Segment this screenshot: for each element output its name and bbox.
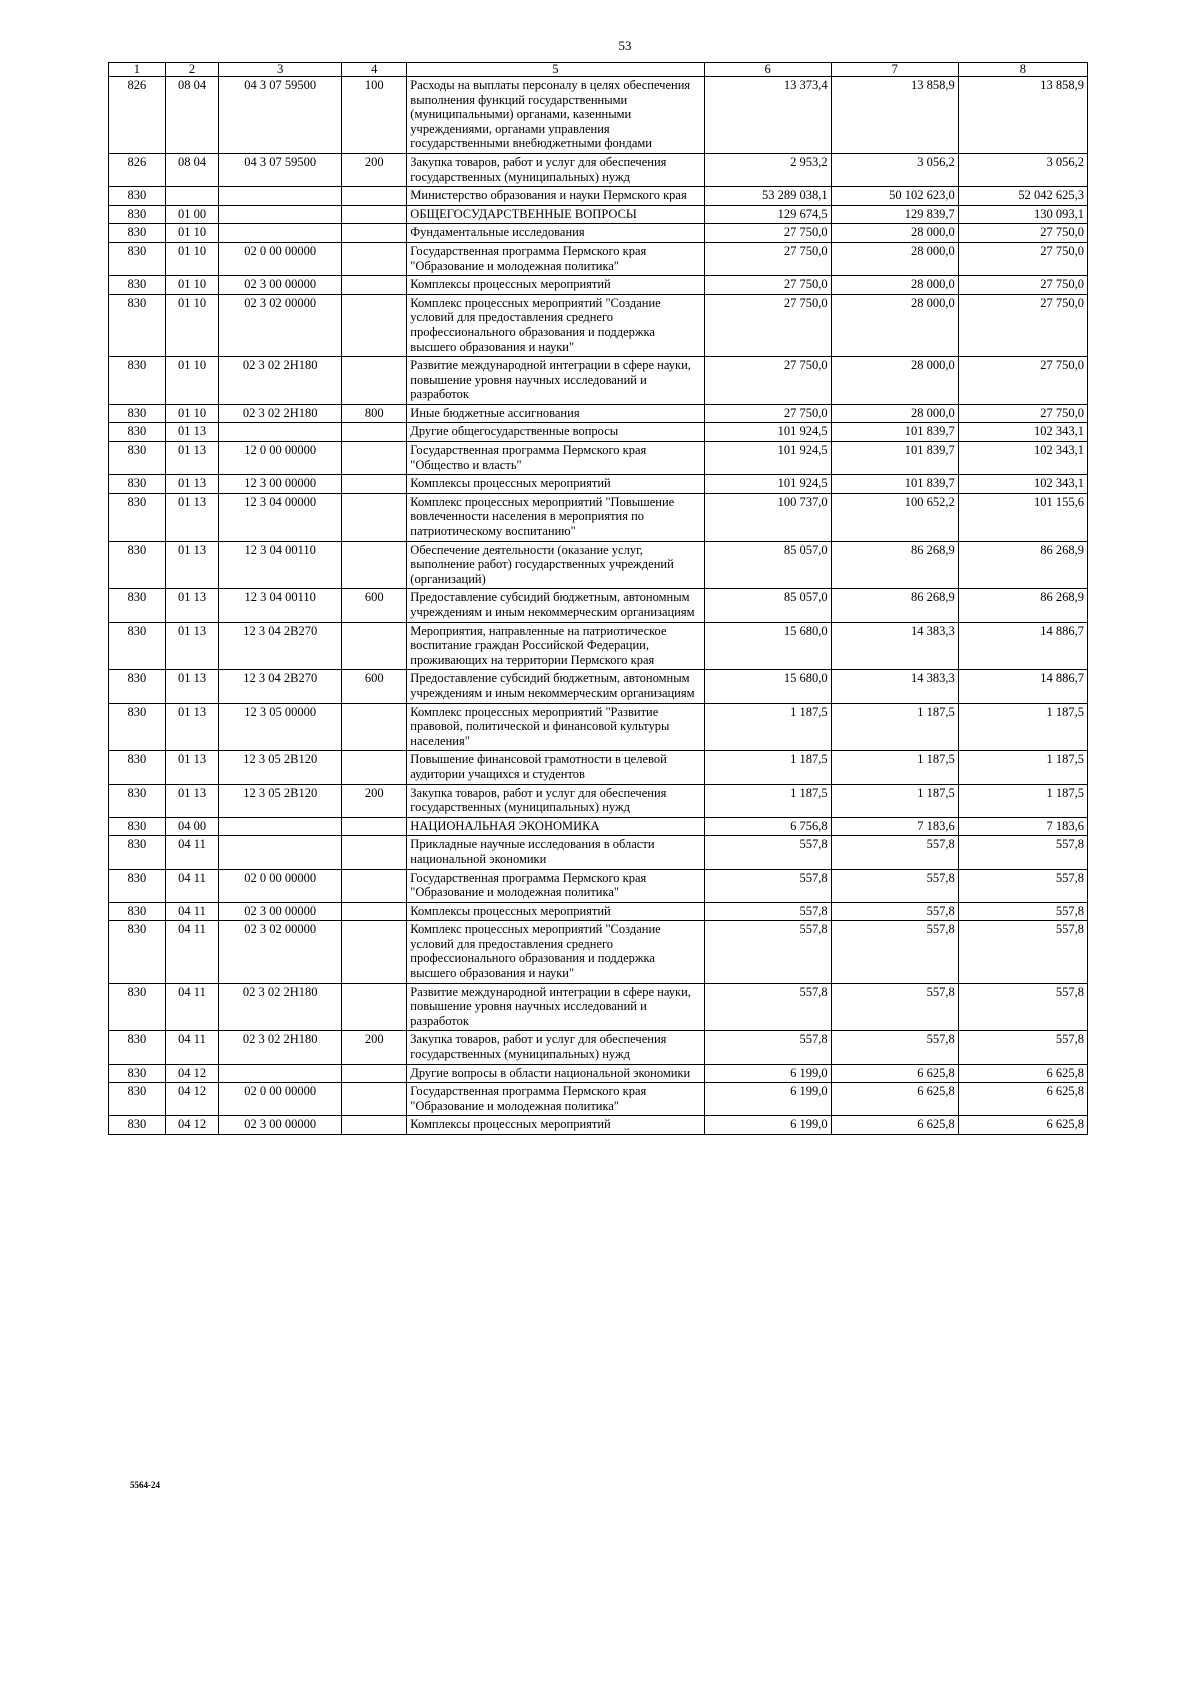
cell-amount-3: 27 750,0	[958, 294, 1087, 356]
cell-target-code: 12 3 00 00000	[219, 475, 342, 494]
cell-target-code	[219, 224, 342, 243]
cell-amount-2: 6 625,8	[831, 1064, 958, 1083]
cell-name: Обеспечение деятельности (оказание услуг, выполнение работ) государственных учреждений (организаций)	[407, 541, 704, 589]
cell-admin-code: 830	[109, 242, 166, 275]
cell-amount-3: 6 625,8	[958, 1064, 1087, 1083]
cell-amount-3: 557,8	[958, 983, 1087, 1031]
cell-amount-1: 557,8	[704, 921, 831, 983]
cell-target-code: 12 3 05 2В120	[219, 751, 342, 784]
cell-section-code: 01 13	[165, 423, 219, 442]
cell-section-code: 01 13	[165, 751, 219, 784]
table-row	[109, 357, 1088, 405]
cell-admin-code: 826	[109, 77, 166, 154]
cell-amount-3: 27 750,0	[958, 276, 1087, 295]
cell-admin-code: 830	[109, 493, 166, 541]
cell-amount-2: 3 056,2	[831, 153, 958, 186]
cell-admin-code: 830	[109, 836, 166, 869]
cell-expense-type	[342, 921, 407, 983]
table-row	[109, 784, 1088, 817]
cell-target-code: 02 0 00 00000	[219, 1083, 342, 1116]
cell-amount-2: 86 268,9	[831, 589, 958, 622]
column-header-2: 2	[165, 63, 219, 77]
cell-name: Иные бюджетные ассигнования	[407, 404, 704, 423]
cell-admin-code: 830	[109, 475, 166, 494]
cell-amount-1: 85 057,0	[704, 541, 831, 589]
cell-amount-2: 557,8	[831, 921, 958, 983]
cell-name: Развитие международной интеграции в сфере науки, повышение уровня научных исследований и разработок	[407, 357, 704, 405]
table-row	[109, 1064, 1088, 1083]
cell-name: Комплексы процессных мероприятий	[407, 902, 704, 921]
cell-amount-1: 27 750,0	[704, 294, 831, 356]
cell-amount-3: 27 750,0	[958, 224, 1087, 243]
cell-amount-2: 557,8	[831, 836, 958, 869]
cell-amount-3: 102 343,1	[958, 442, 1087, 475]
cell-expense-type	[342, 622, 407, 670]
cell-amount-3: 3 056,2	[958, 153, 1087, 186]
cell-admin-code: 830	[109, 670, 166, 703]
cell-amount-3: 101 155,6	[958, 493, 1087, 541]
cell-amount-2: 101 839,7	[831, 475, 958, 494]
cell-target-code: 02 3 00 00000	[219, 902, 342, 921]
cell-amount-1: 129 674,5	[704, 205, 831, 224]
cell-expense-type	[342, 1083, 407, 1116]
cell-section-code: 04 11	[165, 902, 219, 921]
cell-section-code: 04 11	[165, 836, 219, 869]
cell-amount-2: 14 383,3	[831, 670, 958, 703]
cell-amount-3: 13 858,9	[958, 77, 1087, 154]
document-code: 5564-24	[130, 1480, 160, 1490]
cell-section-code: 04 12	[165, 1064, 219, 1083]
table-row	[109, 817, 1088, 836]
cell-target-code: 12 3 04 2В270	[219, 670, 342, 703]
cell-amount-1: 1 187,5	[704, 784, 831, 817]
cell-expense-type	[342, 294, 407, 356]
budget-table	[108, 62, 1088, 1135]
cell-amount-3: 557,8	[958, 869, 1087, 902]
table-row	[109, 404, 1088, 423]
table-row	[109, 187, 1088, 206]
column-header-4: 4	[342, 63, 407, 77]
header-row	[109, 63, 1088, 77]
cell-expense-type	[342, 541, 407, 589]
cell-name: Комплекс процессных мероприятий "Создание условий для предоставления среднего профессионального образования и поддержка высшего образования и науки"	[407, 921, 704, 983]
cell-amount-1: 6 199,0	[704, 1064, 831, 1083]
cell-section-code: 01 13	[165, 589, 219, 622]
cell-amount-1: 15 680,0	[704, 622, 831, 670]
cell-amount-2: 13 858,9	[831, 77, 958, 154]
cell-amount-2: 6 625,8	[831, 1083, 958, 1116]
cell-expense-type	[342, 475, 407, 494]
cell-expense-type	[342, 423, 407, 442]
table-row	[109, 983, 1088, 1031]
cell-admin-code: 830	[109, 784, 166, 817]
cell-amount-2: 28 000,0	[831, 404, 958, 423]
cell-amount-3: 52 042 625,3	[958, 187, 1087, 206]
cell-expense-type	[342, 357, 407, 405]
cell-target-code: 02 0 00 00000	[219, 242, 342, 275]
column-header-3: 3	[219, 63, 342, 77]
cell-amount-3: 86 268,9	[958, 541, 1087, 589]
cell-admin-code: 830	[109, 589, 166, 622]
cell-admin-code: 830	[109, 357, 166, 405]
cell-amount-1: 13 373,4	[704, 77, 831, 154]
cell-admin-code: 830	[109, 187, 166, 206]
cell-amount-2: 50 102 623,0	[831, 187, 958, 206]
cell-amount-2: 28 000,0	[831, 276, 958, 295]
cell-target-code: 12 3 05 2В120	[219, 784, 342, 817]
cell-name: Закупка товаров, работ и услуг для обеспечения государственных (муниципальных) нужд	[407, 1031, 704, 1064]
cell-amount-1: 6 199,0	[704, 1116, 831, 1135]
column-header-6: 6	[704, 63, 831, 77]
cell-admin-code: 830	[109, 869, 166, 902]
cell-admin-code: 830	[109, 1031, 166, 1064]
cell-amount-3: 1 187,5	[958, 784, 1087, 817]
cell-expense-type: 200	[342, 784, 407, 817]
table-row	[109, 153, 1088, 186]
cell-target-code: 02 3 02 00000	[219, 294, 342, 356]
cell-expense-type: 200	[342, 1031, 407, 1064]
cell-section-code: 01 10	[165, 404, 219, 423]
cell-amount-1: 1 187,5	[704, 751, 831, 784]
cell-admin-code: 830	[109, 622, 166, 670]
cell-amount-3: 6 625,8	[958, 1116, 1087, 1135]
cell-name: Государственная программа Пермского края "Образование и молодежная политика"	[407, 1083, 704, 1116]
cell-target-code: 04 3 07 59500	[219, 153, 342, 186]
table-row	[109, 622, 1088, 670]
table-row	[109, 670, 1088, 703]
cell-amount-2: 14 383,3	[831, 622, 958, 670]
cell-section-code: 01 13	[165, 442, 219, 475]
cell-amount-1: 27 750,0	[704, 242, 831, 275]
cell-amount-2: 28 000,0	[831, 224, 958, 243]
cell-admin-code: 830	[109, 404, 166, 423]
cell-name: Предоставление субсидий бюджетным, автономным учреждениям и иным некоммерческим организациям	[407, 589, 704, 622]
cell-amount-3: 557,8	[958, 1031, 1087, 1064]
table-row	[109, 224, 1088, 243]
cell-admin-code: 830	[109, 1083, 166, 1116]
cell-admin-code: 830	[109, 224, 166, 243]
cell-name: Комплекс процессных мероприятий "Повышение вовлеченности населения в мероприятия по патриотическому воспитанию"	[407, 493, 704, 541]
cell-expense-type	[342, 1064, 407, 1083]
cell-section-code: 01 13	[165, 622, 219, 670]
cell-admin-code: 830	[109, 817, 166, 836]
table-row	[109, 475, 1088, 494]
column-header-7: 7	[831, 63, 958, 77]
table-row	[109, 869, 1088, 902]
column-header-1: 1	[109, 63, 166, 77]
table-row	[109, 751, 1088, 784]
cell-amount-3: 130 093,1	[958, 205, 1087, 224]
cell-amount-3: 102 343,1	[958, 475, 1087, 494]
cell-amount-1: 27 750,0	[704, 357, 831, 405]
cell-name: Повышение финансовой грамотности в целевой аудитории учащихся и студентов	[407, 751, 704, 784]
cell-expense-type	[342, 442, 407, 475]
cell-amount-2: 1 187,5	[831, 751, 958, 784]
cell-section-code: 08 04	[165, 153, 219, 186]
cell-name: Комплексы процессных мероприятий	[407, 276, 704, 295]
table-row	[109, 242, 1088, 275]
table-row	[109, 493, 1088, 541]
cell-expense-type	[342, 493, 407, 541]
cell-amount-2: 101 839,7	[831, 423, 958, 442]
cell-amount-3: 6 625,8	[958, 1083, 1087, 1116]
cell-expense-type	[342, 703, 407, 751]
cell-target-code: 02 3 02 2Н180	[219, 357, 342, 405]
cell-amount-2: 557,8	[831, 869, 958, 902]
cell-amount-3: 557,8	[958, 902, 1087, 921]
cell-name: Государственная программа Пермского края "Образование и молодежная политика"	[407, 242, 704, 275]
table-row	[109, 1116, 1088, 1135]
table-row	[109, 836, 1088, 869]
cell-name: Комплексы процессных мероприятий	[407, 475, 704, 494]
cell-expense-type	[342, 902, 407, 921]
cell-amount-1: 557,8	[704, 983, 831, 1031]
cell-section-code: 01 13	[165, 670, 219, 703]
cell-amount-1: 27 750,0	[704, 276, 831, 295]
cell-amount-3: 1 187,5	[958, 751, 1087, 784]
cell-target-code: 12 3 04 2В270	[219, 622, 342, 670]
cell-expense-type	[342, 242, 407, 275]
table-row	[109, 1031, 1088, 1064]
column-header-8: 8	[958, 63, 1087, 77]
cell-expense-type	[342, 817, 407, 836]
cell-section-code: 01 13	[165, 541, 219, 589]
cell-amount-1: 27 750,0	[704, 224, 831, 243]
cell-target-code: 02 0 00 00000	[219, 869, 342, 902]
cell-amount-2: 86 268,9	[831, 541, 958, 589]
cell-admin-code: 830	[109, 442, 166, 475]
cell-name: Комплекс процессных мероприятий "Создание условий для предоставления среднего профессионального образования и поддержка высшего образования и науки"	[407, 294, 704, 356]
cell-admin-code: 830	[109, 205, 166, 224]
cell-expense-type: 100	[342, 77, 407, 154]
cell-name: Комплекс процессных мероприятий "Развитие правовой, политической и финансовой культуры населения"	[407, 703, 704, 751]
cell-amount-3: 102 343,1	[958, 423, 1087, 442]
cell-expense-type: 600	[342, 589, 407, 622]
cell-section-code: 01 10	[165, 357, 219, 405]
cell-target-code: 04 3 07 59500	[219, 77, 342, 154]
cell-target-code: 02 3 02 00000	[219, 921, 342, 983]
cell-section-code: 04 12	[165, 1083, 219, 1116]
cell-amount-2: 1 187,5	[831, 703, 958, 751]
cell-amount-1: 27 750,0	[704, 404, 831, 423]
cell-amount-1: 101 924,5	[704, 442, 831, 475]
cell-amount-2: 1 187,5	[831, 784, 958, 817]
cell-admin-code: 830	[109, 423, 166, 442]
cell-target-code: 02 3 02 2Н180	[219, 1031, 342, 1064]
cell-target-code	[219, 187, 342, 206]
cell-amount-2: 129 839,7	[831, 205, 958, 224]
cell-target-code: 12 3 04 00110	[219, 589, 342, 622]
cell-section-code: 01 13	[165, 493, 219, 541]
cell-admin-code: 830	[109, 703, 166, 751]
cell-name: Мероприятия, направленные на патриотическое воспитание граждан Российской Федерации, проживающих на территории Пермского края	[407, 622, 704, 670]
table-row	[109, 921, 1088, 983]
table-row	[109, 541, 1088, 589]
cell-name: Комплексы процессных мероприятий	[407, 1116, 704, 1135]
cell-target-code	[219, 1064, 342, 1083]
cell-expense-type: 200	[342, 153, 407, 186]
cell-section-code: 04 11	[165, 1031, 219, 1064]
table-row	[109, 205, 1088, 224]
cell-amount-1: 2 953,2	[704, 153, 831, 186]
cell-name: Фундаментальные исследования	[407, 224, 704, 243]
cell-name: Закупка товаров, работ и услуг для обеспечения государственных (муниципальных) нужд	[407, 784, 704, 817]
cell-name: Прикладные научные исследования в области национальной экономики	[407, 836, 704, 869]
cell-target-code	[219, 423, 342, 442]
cell-expense-type	[342, 983, 407, 1031]
cell-target-code: 12 3 05 00000	[219, 703, 342, 751]
cell-target-code: 02 3 02 2Н180	[219, 404, 342, 423]
cell-section-code: 04 11	[165, 869, 219, 902]
cell-admin-code: 830	[109, 1116, 166, 1135]
cell-amount-1: 557,8	[704, 836, 831, 869]
cell-section-code: 01 00	[165, 205, 219, 224]
cell-amount-1: 53 289 038,1	[704, 187, 831, 206]
cell-amount-2: 557,8	[831, 902, 958, 921]
cell-amount-3: 14 886,7	[958, 622, 1087, 670]
cell-amount-2: 28 000,0	[831, 357, 958, 405]
cell-target-code: 12 0 00 00000	[219, 442, 342, 475]
cell-section-code: 01 10	[165, 242, 219, 275]
table-row	[109, 703, 1088, 751]
cell-name: Предоставление субсидий бюджетным, автономным учреждениям и иным некоммерческим организациям	[407, 670, 704, 703]
cell-admin-code: 830	[109, 983, 166, 1031]
cell-amount-2: 557,8	[831, 983, 958, 1031]
cell-name: Расходы на выплаты персоналу в целях обеспечения выполнения функций государственными (муниципальными) органами, казенными учреждениями, органами управления государственными внебюджетными фондами	[407, 77, 704, 154]
cell-name: Государственная программа Пермского края "Общество и власть"	[407, 442, 704, 475]
cell-amount-2: 28 000,0	[831, 242, 958, 275]
table-body	[109, 77, 1088, 1135]
cell-amount-1: 557,8	[704, 1031, 831, 1064]
cell-expense-type	[342, 187, 407, 206]
table-row	[109, 423, 1088, 442]
cell-name: Министерство образования и науки Пермского края	[407, 187, 704, 206]
cell-amount-1: 85 057,0	[704, 589, 831, 622]
cell-expense-type	[342, 205, 407, 224]
cell-section-code: 01 10	[165, 294, 219, 356]
cell-expense-type: 800	[342, 404, 407, 423]
cell-admin-code: 830	[109, 751, 166, 784]
cell-expense-type	[342, 224, 407, 243]
cell-section-code: 04 11	[165, 983, 219, 1031]
cell-amount-1: 6 756,8	[704, 817, 831, 836]
cell-amount-3: 14 886,7	[958, 670, 1087, 703]
page-number: 53	[618, 38, 632, 53]
cell-amount-3: 86 268,9	[958, 589, 1087, 622]
cell-name: ОБЩЕГОСУДАРСТВЕННЫЕ ВОПРОСЫ	[407, 205, 704, 224]
cell-amount-1: 15 680,0	[704, 670, 831, 703]
cell-name: Государственная программа Пермского края "Образование и молодежная политика"	[407, 869, 704, 902]
cell-expense-type	[342, 836, 407, 869]
cell-amount-1: 557,8	[704, 869, 831, 902]
cell-amount-1: 557,8	[704, 902, 831, 921]
cell-expense-type	[342, 869, 407, 902]
table-row	[109, 77, 1088, 154]
cell-section-code: 04 00	[165, 817, 219, 836]
cell-amount-3: 557,8	[958, 921, 1087, 983]
cell-section-code: 01 10	[165, 276, 219, 295]
table-row	[109, 276, 1088, 295]
cell-admin-code: 830	[109, 541, 166, 589]
cell-expense-type	[342, 276, 407, 295]
cell-amount-3: 7 183,6	[958, 817, 1087, 836]
table-header	[109, 63, 1088, 77]
cell-amount-2: 7 183,6	[831, 817, 958, 836]
column-header-5: 5	[407, 63, 704, 77]
cell-expense-type	[342, 1116, 407, 1135]
cell-amount-3: 27 750,0	[958, 242, 1087, 275]
cell-target-code: 12 3 04 00000	[219, 493, 342, 541]
cell-name: НАЦИОНАЛЬНАЯ ЭКОНОМИКА	[407, 817, 704, 836]
cell-amount-3: 557,8	[958, 836, 1087, 869]
cell-name: Другие вопросы в области национальной экономики	[407, 1064, 704, 1083]
table-row	[109, 589, 1088, 622]
cell-amount-2: 101 839,7	[831, 442, 958, 475]
cell-amount-2: 28 000,0	[831, 294, 958, 356]
cell-amount-1: 100 737,0	[704, 493, 831, 541]
cell-target-code: 02 3 00 00000	[219, 1116, 342, 1135]
cell-section-code: 08 04	[165, 77, 219, 154]
cell-name: Закупка товаров, работ и услуг для обеспечения государственных (муниципальных) нужд	[407, 153, 704, 186]
cell-amount-2: 557,8	[831, 1031, 958, 1064]
table-row	[109, 442, 1088, 475]
cell-admin-code: 830	[109, 276, 166, 295]
cell-amount-1: 101 924,5	[704, 475, 831, 494]
table-row	[109, 294, 1088, 356]
cell-target-code	[219, 205, 342, 224]
cell-amount-1: 101 924,5	[704, 423, 831, 442]
table-row	[109, 902, 1088, 921]
cell-admin-code: 830	[109, 902, 166, 921]
cell-target-code	[219, 836, 342, 869]
cell-section-code	[165, 187, 219, 206]
cell-name: Другие общегосударственные вопросы	[407, 423, 704, 442]
cell-target-code: 02 3 02 2Н180	[219, 983, 342, 1031]
cell-section-code: 04 12	[165, 1116, 219, 1135]
cell-amount-1: 6 199,0	[704, 1083, 831, 1116]
cell-amount-1: 1 187,5	[704, 703, 831, 751]
cell-amount-2: 100 652,2	[831, 493, 958, 541]
cell-admin-code: 830	[109, 294, 166, 356]
cell-amount-2: 6 625,8	[831, 1116, 958, 1135]
cell-admin-code: 826	[109, 153, 166, 186]
cell-section-code: 01 13	[165, 703, 219, 751]
cell-section-code: 01 10	[165, 224, 219, 243]
cell-amount-3: 1 187,5	[958, 703, 1087, 751]
cell-target-code: 12 3 04 00110	[219, 541, 342, 589]
table-row	[109, 1083, 1088, 1116]
cell-section-code: 01 13	[165, 475, 219, 494]
cell-section-code: 01 13	[165, 784, 219, 817]
cell-section-code: 04 11	[165, 921, 219, 983]
cell-expense-type	[342, 751, 407, 784]
cell-target-code: 02 3 00 00000	[219, 276, 342, 295]
cell-name: Развитие международной интеграции в сфере науки, повышение уровня научных исследований и разработок	[407, 983, 704, 1031]
cell-admin-code: 830	[109, 1064, 166, 1083]
cell-target-code	[219, 817, 342, 836]
cell-amount-3: 27 750,0	[958, 357, 1087, 405]
cell-expense-type: 600	[342, 670, 407, 703]
cell-amount-3: 27 750,0	[958, 404, 1087, 423]
cell-admin-code: 830	[109, 921, 166, 983]
